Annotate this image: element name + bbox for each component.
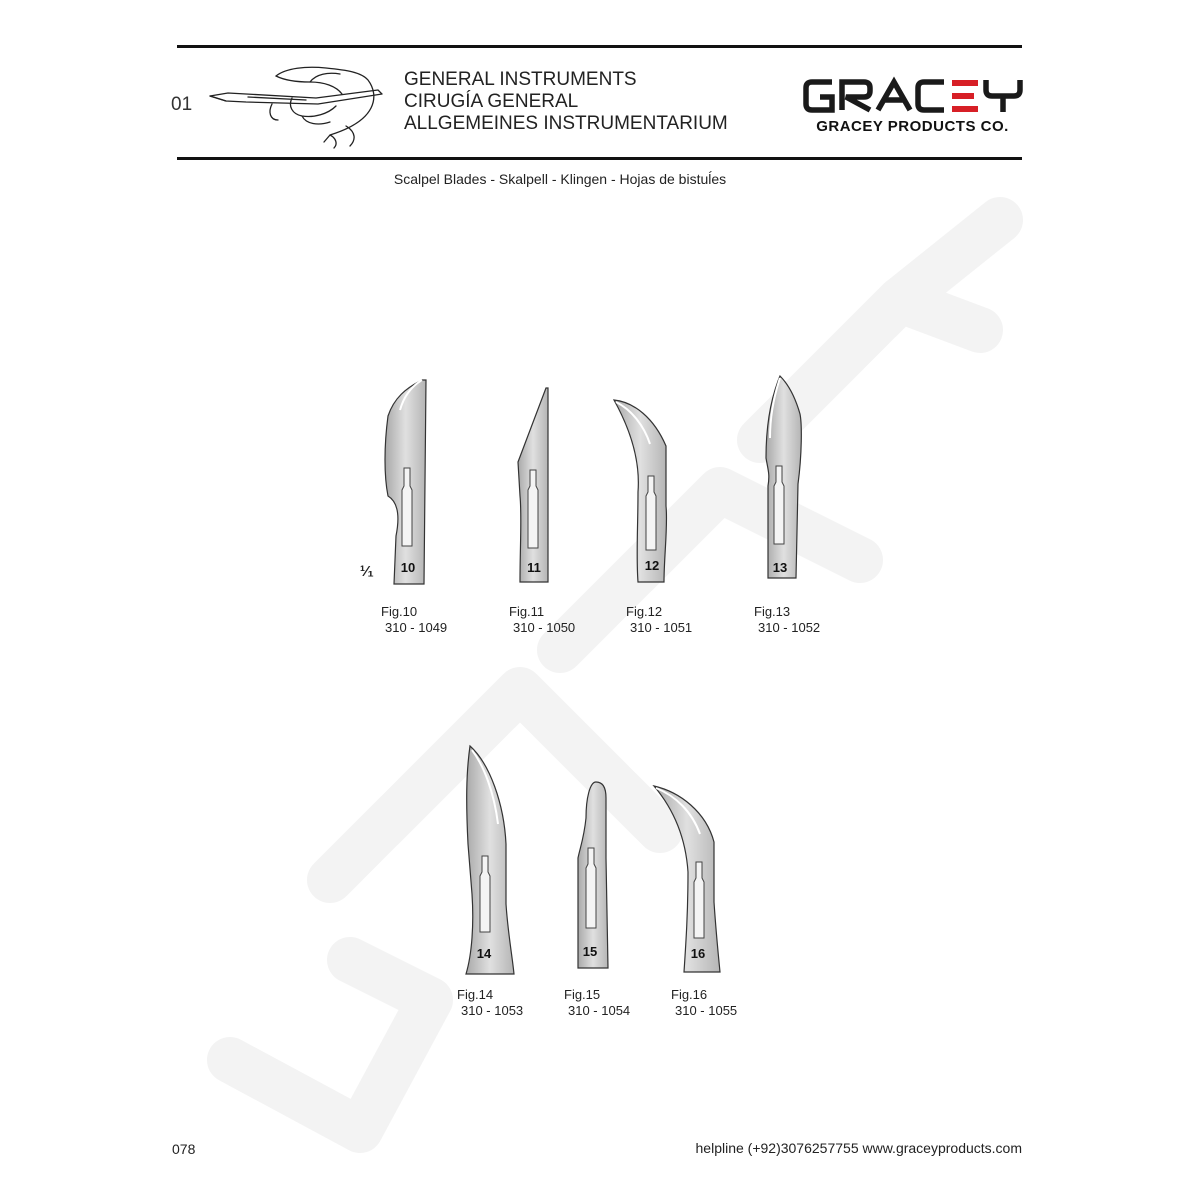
product-code: 310 - 1053	[461, 1003, 524, 1018]
blade-number: 16	[690, 946, 706, 961]
blade-11-illustration	[510, 386, 560, 586]
brand-subtitle: GRACEY PRODUCTS CO.	[816, 118, 1009, 135]
section-titles	[404, 69, 728, 135]
product-code: 310 - 1051	[630, 620, 693, 635]
blade-number: 13	[772, 560, 788, 575]
caption-fig-13	[754, 604, 820, 636]
caption-fig-14	[457, 987, 523, 1019]
blade-13-illustration	[756, 374, 812, 584]
caption-fig-10	[381, 604, 447, 636]
caption-fig-16	[671, 987, 737, 1019]
product-code: 310 - 1050	[513, 620, 576, 635]
blade-10-illustration	[378, 376, 438, 596]
fig-label: Fig.10	[381, 604, 418, 619]
title-spanish: CIRUGÍA GENERAL	[404, 91, 579, 112]
gracey-logo	[802, 76, 1024, 116]
blade-12-illustration	[610, 396, 676, 588]
page-number: 078	[172, 1141, 196, 1157]
fig-label: Fig.11	[509, 604, 545, 619]
brand-block	[800, 76, 1025, 135]
blade-number: 10	[400, 560, 416, 575]
title-english: GENERAL INSTRUMENTS	[404, 69, 637, 90]
fig-label: Fig.12	[626, 604, 663, 619]
blade-number: 11	[527, 560, 541, 575]
blade-number: 15	[582, 944, 598, 959]
fig-label: Fig.15	[564, 987, 601, 1002]
product-code: 310 - 1052	[758, 620, 821, 635]
page-subtitle: Scalpel Blades - Skalpell - Klingen - Hojas de bistuĺes	[393, 171, 727, 187]
scale-indicator: ¹⁄₁	[360, 563, 374, 580]
hand-holding-scalpel-icon	[206, 60, 391, 150]
caption-fig-11	[509, 604, 575, 636]
product-code: 310 - 1055	[675, 1003, 738, 1018]
helpline-text: helpline (+92)3076257755 www.graceyproducts.com	[695, 1140, 1022, 1156]
header-bottom-rule	[177, 157, 1022, 160]
fig-label: Fig.16	[671, 987, 708, 1002]
fig-label: Fig.14	[457, 987, 494, 1002]
blade-16-illustration	[650, 782, 726, 978]
header-top-rule	[177, 45, 1022, 48]
blade-14-illustration	[458, 744, 518, 980]
blade-number: 14	[476, 946, 492, 961]
title-german: ALLGEMEINES INSTRUMENTARIUM	[404, 113, 728, 134]
fig-label: Fig.13	[754, 604, 791, 619]
caption-fig-15	[564, 987, 630, 1019]
caption-fig-12	[626, 604, 692, 636]
blade-15-illustration	[570, 778, 616, 974]
blade-number: 12	[644, 558, 660, 573]
product-code: 310 - 1049	[385, 620, 448, 635]
product-code: 310 - 1054	[568, 1003, 631, 1018]
section-number: 01	[171, 94, 193, 115]
